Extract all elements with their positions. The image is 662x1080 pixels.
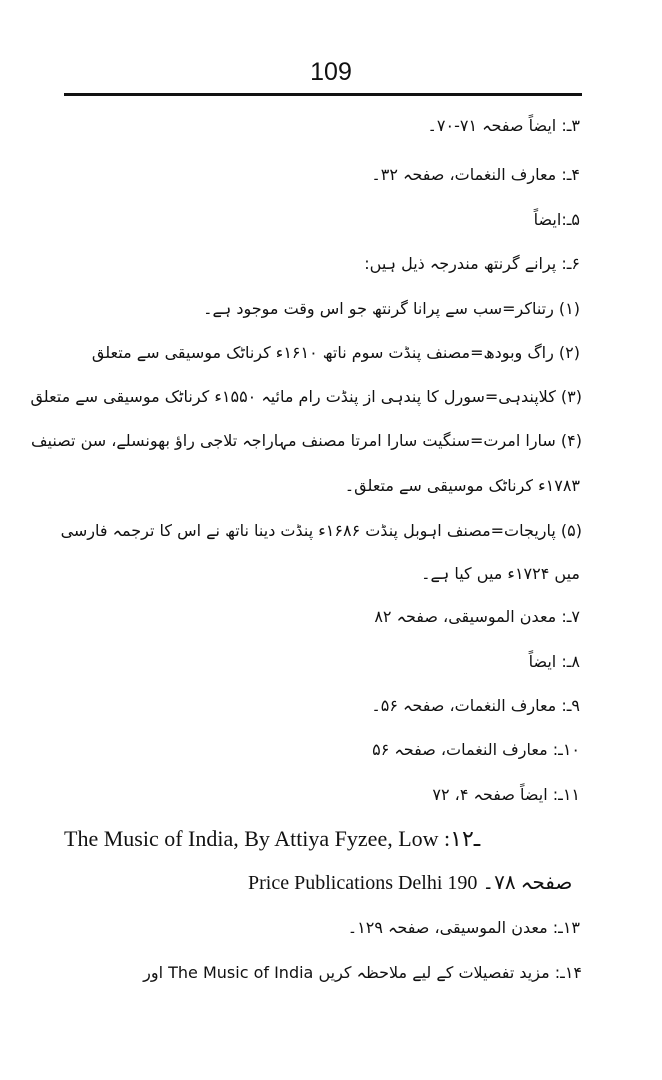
footnote-10: ۱۰ـ: معارف النغمات، صفحہ ۵۶ [372,740,580,759]
footnote-6-item-4-cont: ۱۷۸۳ء کرناٹک موسیقی سے متعلق۔ [344,476,580,495]
footnote-12-cont: Price Publications Delhi 190 صفحہ ۷۸۔ [248,872,573,894]
footnote-12: The Music of India, By Attiya Fyzee, Low :۱۲ـ [64,826,481,851]
footnote-5: ۵ـ:ایضاً [533,210,580,229]
footnote-8: ۸ـ: ایضاً [528,652,580,671]
footnote-6-item-4: (۴) سارا امرت=سنگیت سارا امرتا مصنف مہاراجہ تلاجی راؤ بھونسلے، سن تصنیف [30,431,582,450]
header-rule [64,93,582,96]
footnote-11: ۱۱ـ: ایضاً صفحہ ۴، ۷۲ [432,785,580,804]
page-number: 109 [310,58,352,86]
footnote-13: ۱۳ـ: معدن الموسیقی، صفحہ ۱۲۹۔ [347,918,580,937]
footnote-6-item-5: (۵) پاریجات=مصنف اہوبل پنڈت ۱۶۸۶ء پنڈت دینا ناتھ نے اس کا ترجمہ فارسی [60,521,582,540]
footnote-7: ۷ـ: معدن الموسیقی، صفحہ ۸۲ [374,607,580,626]
footnote-6: ۶ـ: پرانے گرنتھ مندرجہ ذیل ہیں: [364,254,580,273]
footnote-6-item-1: (۱) رتناکر=سب سے پرانا گرنتھ جو اس وقت موجود ہے۔ [203,299,580,318]
footnote-6-item-3: (۳) کلاپندہی=سورل کا پندہی از پنڈت رام مائیہ ۱۵۵۰ء کرناٹک موسیقی سے متعلق [30,387,582,406]
footnote-6-item-2: (۲) راگ وبودھ=مصنف پنڈت سوم ناتھ ۱۶۱۰ء کرناٹک موسیقی سے متعلق [91,343,580,362]
footnote-14: ۱۴ـ: مزید تفصیلات کے لیے ملاحظہ کریں The Music of India اور [143,963,582,982]
footnote-3: ۳ـ: ایضاً صفحہ ۷۱-۷۰۔ [427,116,580,135]
footnote-6-item-5-cont: میں ۱۷۲۴ء میں کیا ہے۔ [421,564,580,583]
footnote-4: ۴ـ: معارف النغمات، صفحہ ۳۲۔ [371,165,580,184]
footnote-9: ۹ـ: معارف النغمات، صفحہ ۵۶۔ [371,696,580,715]
